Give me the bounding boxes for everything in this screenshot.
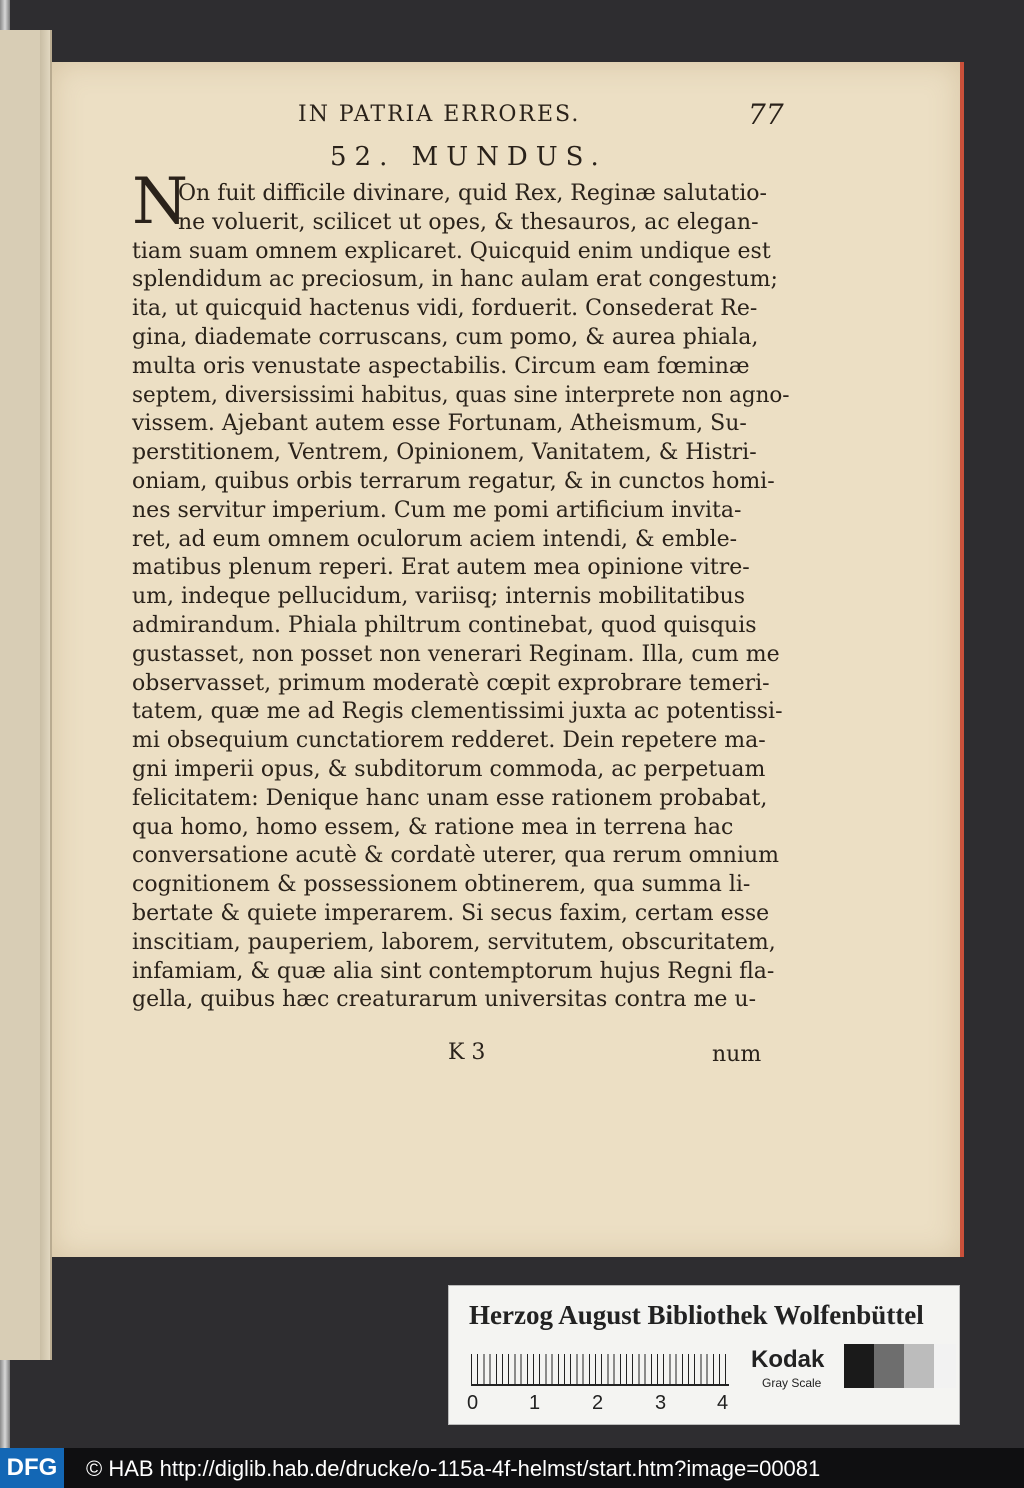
text-line: ret, ad eum omnem oculorum aciem intendi, & emble- [132, 526, 738, 552]
gray-scale-label: Gray Scale [762, 1376, 822, 1390]
library-name: Herzog August Bibliothek Wolfenbüttel [469, 1300, 924, 1330]
facing-page-edge [0, 30, 52, 1360]
gray-patch [904, 1344, 934, 1388]
ruler-number: 3 [655, 1392, 667, 1414]
text-line: ita, ut quicquid hactenus vidi, forduerit. Consederat Re- [132, 296, 758, 322]
text-line: cognitionem & possessionem obtinerem, qua summa li- [132, 872, 751, 898]
text-line: admirandum. Phiala philtrum continebat, quod quisquis [132, 613, 757, 638]
catchword: num [712, 1042, 762, 1067]
page-number: 77 [748, 98, 784, 131]
text-line: um, indeque pellucidum, variisq; internis mobilitatibus [132, 584, 746, 610]
color-calibration-card [448, 1285, 960, 1425]
text-line: On fuit difficile divinare, quid Rex, Reginæ salutatio- [178, 181, 767, 206]
gray-patch [874, 1344, 904, 1388]
text-line: gni imperii opus, & subditorum commoda, ac perpetuam [132, 757, 766, 782]
text-line: ne voluerit, scilicet ut opes, & thesauros, ac elegan- [178, 209, 759, 235]
text-line: tatem, quæ me ad Regis clementissimi juxta ac potentissi- [132, 699, 783, 725]
ruler-number: 2 [592, 1392, 604, 1414]
text-line: gustasset, non posset non venerari Reginam. Illa, cum me [132, 641, 780, 667]
text-line: infamiam, & quæ alia sint contemptorum hujus Regni fla- [132, 958, 775, 984]
text-line: observasset, primum moderatè cœpit exprobrare temeri- [132, 670, 770, 696]
ruler-number: 1 [529, 1392, 541, 1414]
dfg-logo: DFG [0, 1448, 64, 1488]
ruler-number: 0 [467, 1392, 479, 1414]
text-line: perstitionem, Ventrem, Opinionem, Vanitatem, & Histri- [132, 440, 757, 466]
gray-patch [844, 1344, 874, 1388]
gray-patch [934, 1344, 956, 1388]
text-line: bertate & quiete imperarem. Si secus faxim, certam esse [132, 901, 770, 926]
text-line: gella, quibus hæc creaturarum universitas contra me u- [132, 987, 757, 1013]
text-line: vissem. Ajebant autem esse Fortunam, Atheismum, Su- [132, 411, 747, 437]
text-line: tiam suam omnem explicaret. Quicquid enim undique est [132, 238, 771, 264]
signature-mark: K 3 [448, 1040, 486, 1065]
running-head: IN PATRIA ERRORES. [298, 102, 581, 127]
copyright-credit: © HAB http://diglib.hab.de/drucke/o-115a-4f-helmst/start.htm?image=00081 [86, 1456, 821, 1481]
text-line: mi obsequium cunctatiorem redderet. Dein repetere ma- [132, 728, 766, 754]
kodak-logo: Kodak [751, 1346, 825, 1373]
text-line: splendidum ac preciosum, in hanc aulam erat congestum; [132, 267, 778, 293]
text-line: septem, diversissimi habitus, quas sine interprete non agno- [132, 382, 790, 408]
text-line: qua homo, homo essem, & ratione mea in terrena hac [132, 814, 734, 840]
text-line: gina, diademate corruscans, cum pomo, & aurea phiala, [132, 325, 759, 350]
measurement-ruler [471, 1354, 729, 1386]
text-line: conversatione acutè & cordatè uterer, qua rerum omnium [132, 843, 780, 869]
section-heading: 52. MUNDUS. [330, 142, 607, 172]
text-line: multa oris venustate aspectabilis. Circum eam fœminæ [132, 353, 750, 379]
drop-cap: N [132, 165, 188, 239]
text-line: inscitiam, pauperiem, laborem, servitutem, obscuritatem, [132, 929, 776, 955]
text-line: matibus plenum reperi. Erat autem mea opinione vitre- [132, 555, 750, 581]
text-line: nes servitur imperium. Cum me pomi artificium invita- [132, 497, 742, 523]
ruler-number: 4 [717, 1392, 729, 1414]
text-line: oniam, quibus orbis terrarum regatur, & in cunctos homi- [132, 469, 775, 494]
text-line: felicitatem: Denique hanc unam esse rationem probabat, [132, 785, 768, 811]
